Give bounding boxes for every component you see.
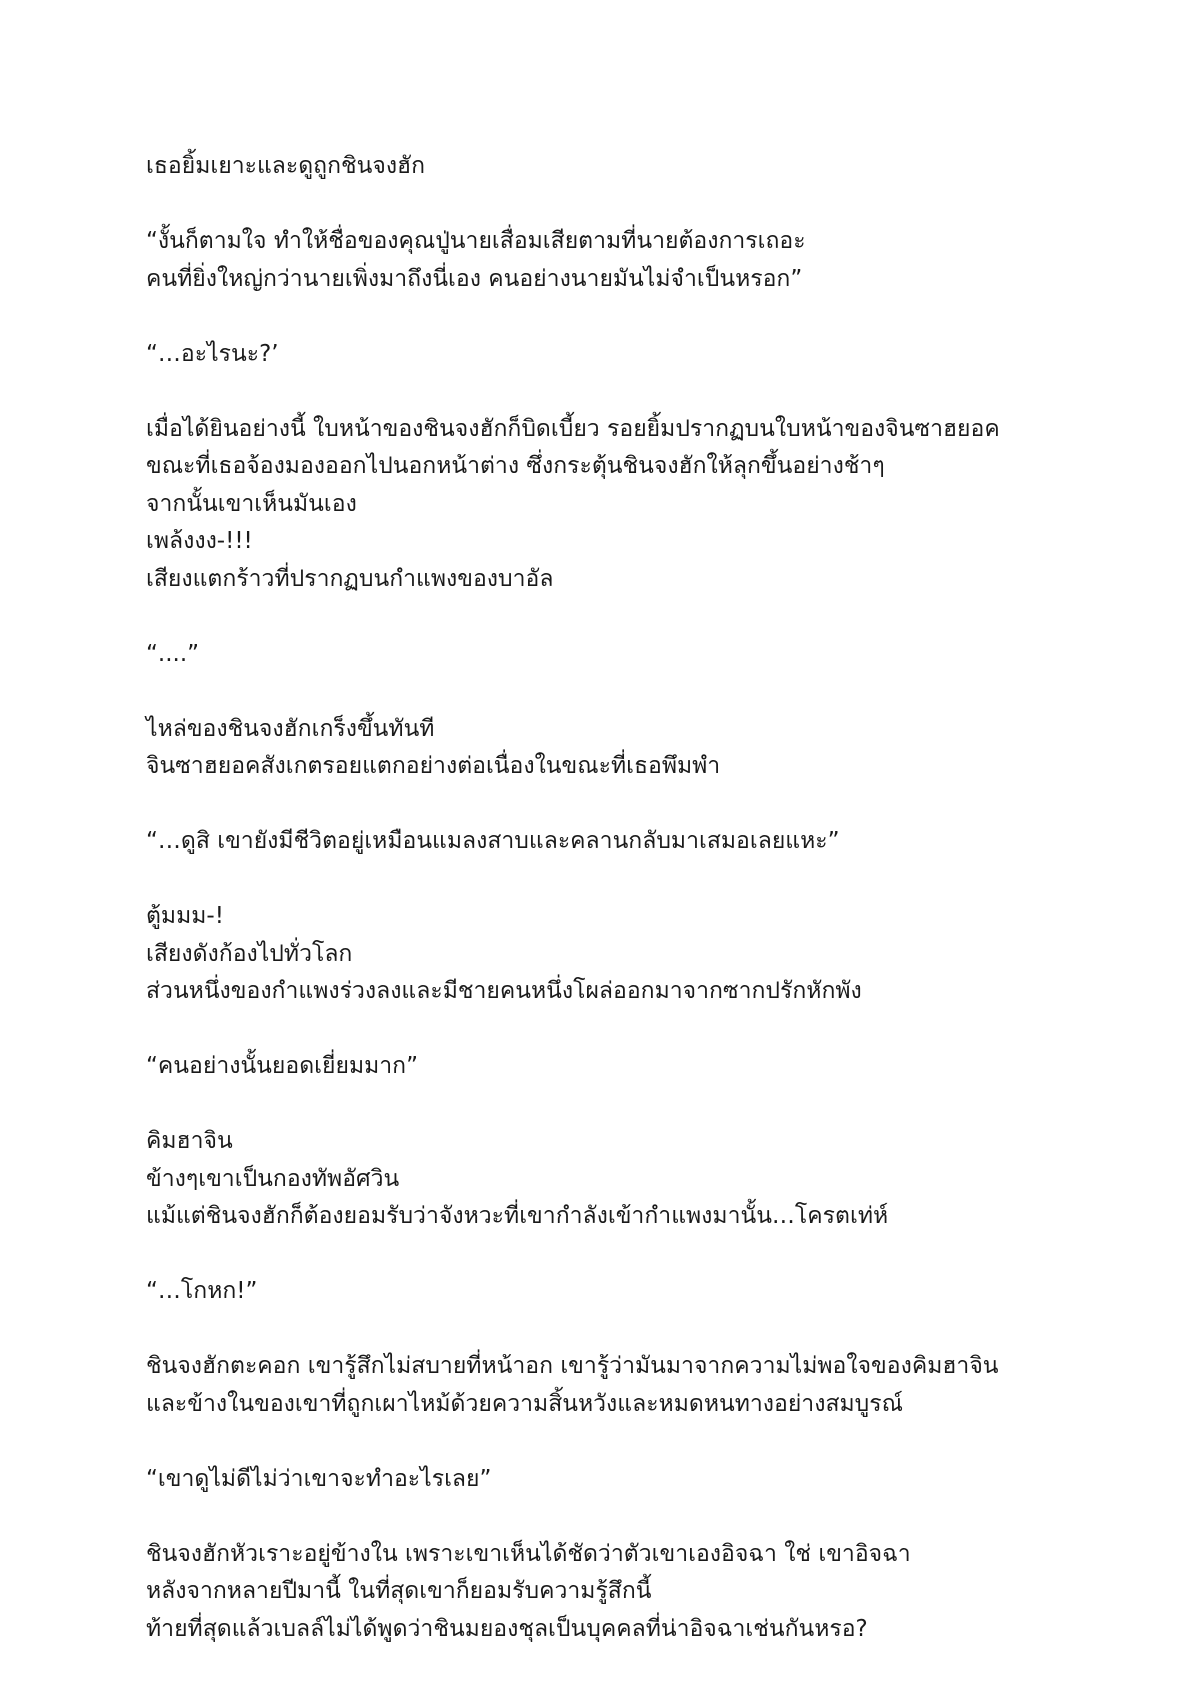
text-line: ท้ายที่สุดแล้วเบลล์ไม่ได้พูดว่าชินมยองชุลเป็นบุคคลที่น่าอิจฉาเช่นกันหรอ? (146, 1615, 868, 1642)
text-line: ข้างๆเขาเป็นกองทัพอัศวิน (146, 1165, 400, 1192)
text-line: “…อะไรนะ?’ (146, 340, 279, 367)
text-line: จากนั้นเขาเห็นมันเอง (146, 490, 357, 517)
text-line: คิมฮาจิน (146, 1128, 233, 1154)
paragraph (146, 223, 1106, 298)
paragraph (146, 636, 1106, 674)
paragraph (146, 1048, 1106, 1086)
story-text (146, 148, 1106, 1686)
text-line: คนที่ยิ่งใหญ่กว่านายเพิ่งมาถึงนี่เอง คนอย่างนายมันไม่จำเป็นหรอก” (146, 265, 803, 292)
text-line: จินซาฮยอคสังเกตรอยแตกอย่างต่อเนื่องในขณะที่เธอพึมพำ (146, 753, 721, 779)
paragraph (146, 1348, 1106, 1423)
text-line: เมื่อได้ยินอย่างนี้ ใบหน้าของชินจงฮักก็บิดเบี้ยว รอยยิ้มปรากฏบนใบหน้าของจินซาฮยอค (146, 415, 1000, 442)
paragraph (146, 1123, 1106, 1236)
text-line: “เขาดูไม่ดีไม่ว่าเขาจะทำอะไรเลย” (146, 1465, 492, 1492)
text-line: “....” (146, 640, 200, 667)
text-line: ชินจงฮักหัวเราะอยู่ข้างใน เพราะเขาเห็นได้ชัดว่าตัวเขาเองอิจฉา ใช่ เขาอิจฉา (146, 1540, 911, 1567)
paragraph (146, 823, 1106, 861)
paragraph (146, 898, 1106, 1011)
paragraph (146, 148, 1106, 186)
text-line: หลังจากหลายปีมานี้ ในที่สุดเขาก็ยอมรับความรู้สึกนี้ (146, 1578, 652, 1604)
text-line: เธอยิ้มเยาะและดูถูกชินจงฮัก (146, 153, 426, 179)
text-line: ชินจงฮักตะคอก เขารู้สึกไม่สบายที่หน้าอก เขารู้ว่ามันมาจากความไม่พอใจของคิมฮาจิน (146, 1353, 999, 1379)
text-line: แม้แต่ชินจงฮักก็ต้องยอมรับว่าจังหวะที่เขากำลังเข้ากำแพงมานั้น…โครตเท่ห์ (146, 1203, 889, 1229)
paragraph (146, 411, 1106, 599)
text-line: ตู้มมม-! (146, 903, 224, 929)
text-line: “งั้นก็ตามใจ ทำให้ชื่อของคุณปู่นายเสื่อมเสียตามที่นายต้องการเถอะ (146, 228, 806, 254)
text-line: “คนอย่างนั้นยอดเยี่ยมมาก” (146, 1053, 419, 1079)
text-line: เสียงดังก้องไปทั่วโลก (146, 940, 353, 967)
text-line: เพล้งงง-!!! (146, 528, 253, 554)
paragraph (146, 1461, 1106, 1499)
text-line: เสียงแตกร้าวที่ปรากฏบนกำแพงของบาอัล (146, 565, 554, 592)
text-line: ส่วนหนึ่งของกำแพงร่วงลงและมีชายคนหนึ่งโผล่ออกมาจากซากปรักหักพัง (146, 978, 862, 1004)
text-line: ขณะที่เธอจ้องมองออกไปนอกหน้าต่าง ซึ่งกระตุ้นชินจงฮักให้ลุกขึ้นอย่างช้าๆ (146, 453, 885, 479)
text-line: และข้างในของเขาที่ถูกเผาไหม้ด้วยความสิ้นหวังและหมดหนทางอย่างสมบูรณ์ (146, 1390, 903, 1417)
paragraph (146, 1536, 1106, 1649)
paragraph (146, 336, 1106, 374)
text-line: “…ดูสิ เขายังมีชีวิตอยู่เหมือนแมลงสาบและคลานกลับมาเสมอเลยแหะ” (146, 828, 840, 854)
paragraph (146, 1273, 1106, 1311)
text-line: ไหล่ของชินจงฮักเกร็งขึ้นทันที (146, 715, 435, 742)
paragraph (146, 711, 1106, 786)
text-line: “…โกหก!” (146, 1278, 258, 1304)
